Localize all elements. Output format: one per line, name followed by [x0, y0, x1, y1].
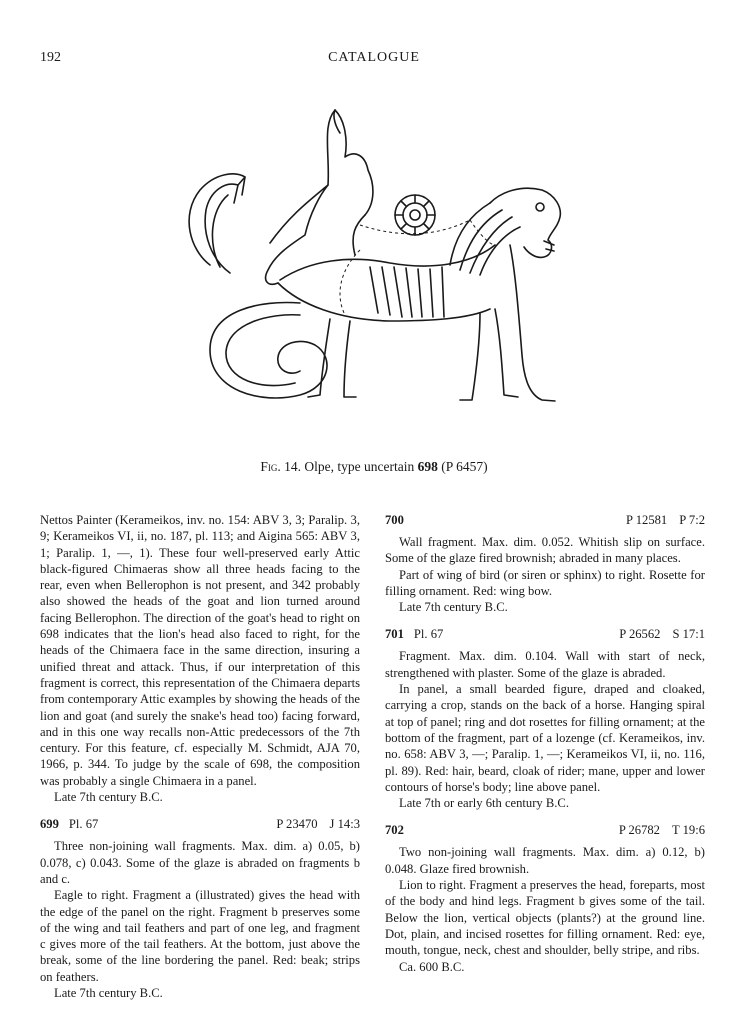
- entry-700-detail: Part of wing of bird (or siren or sphinx) to right. Rosette for filling ornament. Red: wing bow.: [385, 567, 705, 598]
- entry-702-header: 702 P 26782 T 19:6: [385, 823, 705, 838]
- entry-702-detail: Lion to right. Fragment a preserves the head, foreparts, most of the body and hind legs. Fragment b gives some of the tail. Below the lion, vertical objects (plants?) at the ground line. Dot, plain, and incised rosettes for filling ornament. Red: eye, mouth, tongue, neck, chest and shoulder, belly stripe, and ribs.: [385, 878, 705, 958]
- running-title: CATALOGUE: [328, 50, 420, 65]
- entry-699-date: Late 7th century B.C.: [54, 986, 163, 1001]
- entry-700-description: Wall fragment. Max. dim. 0.052. Whitish slip on surface. Some of the glaze fired brownish; abraded in many places.: [385, 535, 705, 566]
- entry-701-description: Fragment. Max. dim. 0.104. Wall with start of neck, strengthened with plaster. Some of the glaze is abraded.: [385, 649, 705, 680]
- entry-702-description: Two non-joining wall fragments. Max. dim. a) 0.12, b) 0.048. Glaze fired brownish.: [385, 845, 705, 876]
- entry-699-detail: Eagle to right. Fragment a (illustrated) gives the head with the edge of the panel on the right. Fragment b preserves some of the wing and tail feathers and part of one leg, and fragment c gives more of the tail feathers. At the bottom, just above the break, some of the line bordering the panel. Red: beak; strips on feathers.: [40, 888, 360, 984]
- chimaera-drawing: [150, 95, 590, 425]
- intro-paragraph: Nettos Painter (Kerameikos, inv. no. 154: ABV 3, 3; Paralip. 3, 9; Kerameikos VI, ii, no. 187, pl. 113; and Aigina 565: ABV 3, 1; Paralip. 1, —, 1). These four well-preserved early Attic black-figured Chimaeras show all three heads facing to the rear, even when Bellerophon is not present, and 342 probably also showed the heads of the goat and lion turned around facing Bellerophon. The direction of the goat's head to right on 698 indicates that the lion's head also faced to right, for the heads of the Chimaera face in the same direction, insuring a unified threat and attack. Thus, if our interpretation of this fragment is correct, this representation of the Chimaera departs from contemporary Attic examples by showing the heads of the lion and goat (and surely the snake's head too) facing forward, and in this one way recalls non-Attic predecessors of the 7th century. For this feature, cf. especially M. Schmidt, AJA 70, 1966, p. 344. To judge by the scale of 698, the composition was probably a single Chimaera in a panel.: [40, 513, 361, 788]
- entry-701-date: Late 7th or early 6th century B.C.: [399, 796, 569, 811]
- entry-699-header: 699 Pl. 67 P 23470 J 14:3: [40, 817, 360, 832]
- entry-702-date: Ca. 600 B.C.: [399, 959, 465, 974]
- intro-date: Late 7th century B.C.: [54, 790, 163, 805]
- right-column: [385, 512, 705, 975]
- entry-700-header: 700 P 12581 P 7:2: [385, 513, 705, 527]
- left-column: [40, 512, 360, 1001]
- entry-699-description: Three non-joining wall fragments. Max. dim. a) 0.05, b) 0.078, c) 0.043. Some of the glaze is abraded on fragments b and c.: [40, 839, 360, 886]
- entry-700-date: Late 7th century B.C.: [399, 600, 508, 615]
- entry-701-detail: In panel, a small bearded figure, draped and cloaked, carrying a crop, stands on the back of a horse. Hanging spiral at top of panel; ring and dot rosettes for filling ornament; at the bottom of the fragment, part of a lozenge (cf. Kerameikos, inv. no. 658: ABV 3, —; Paralip. 1, —; Kerameikos VI, ii, no. 116, pl. 89). Red: hair, beard, cloak of rider; mane, upper and lower contours of horse's body; line above panel.: [385, 682, 705, 794]
- page-number: 192: [40, 50, 61, 65]
- figure-caption: Fig. 14. Olpe, type uncertain 698 (P 6457): [260, 459, 488, 474]
- entry-701-header: 701 Pl. 67 P 26562 S 17:1: [385, 627, 705, 642]
